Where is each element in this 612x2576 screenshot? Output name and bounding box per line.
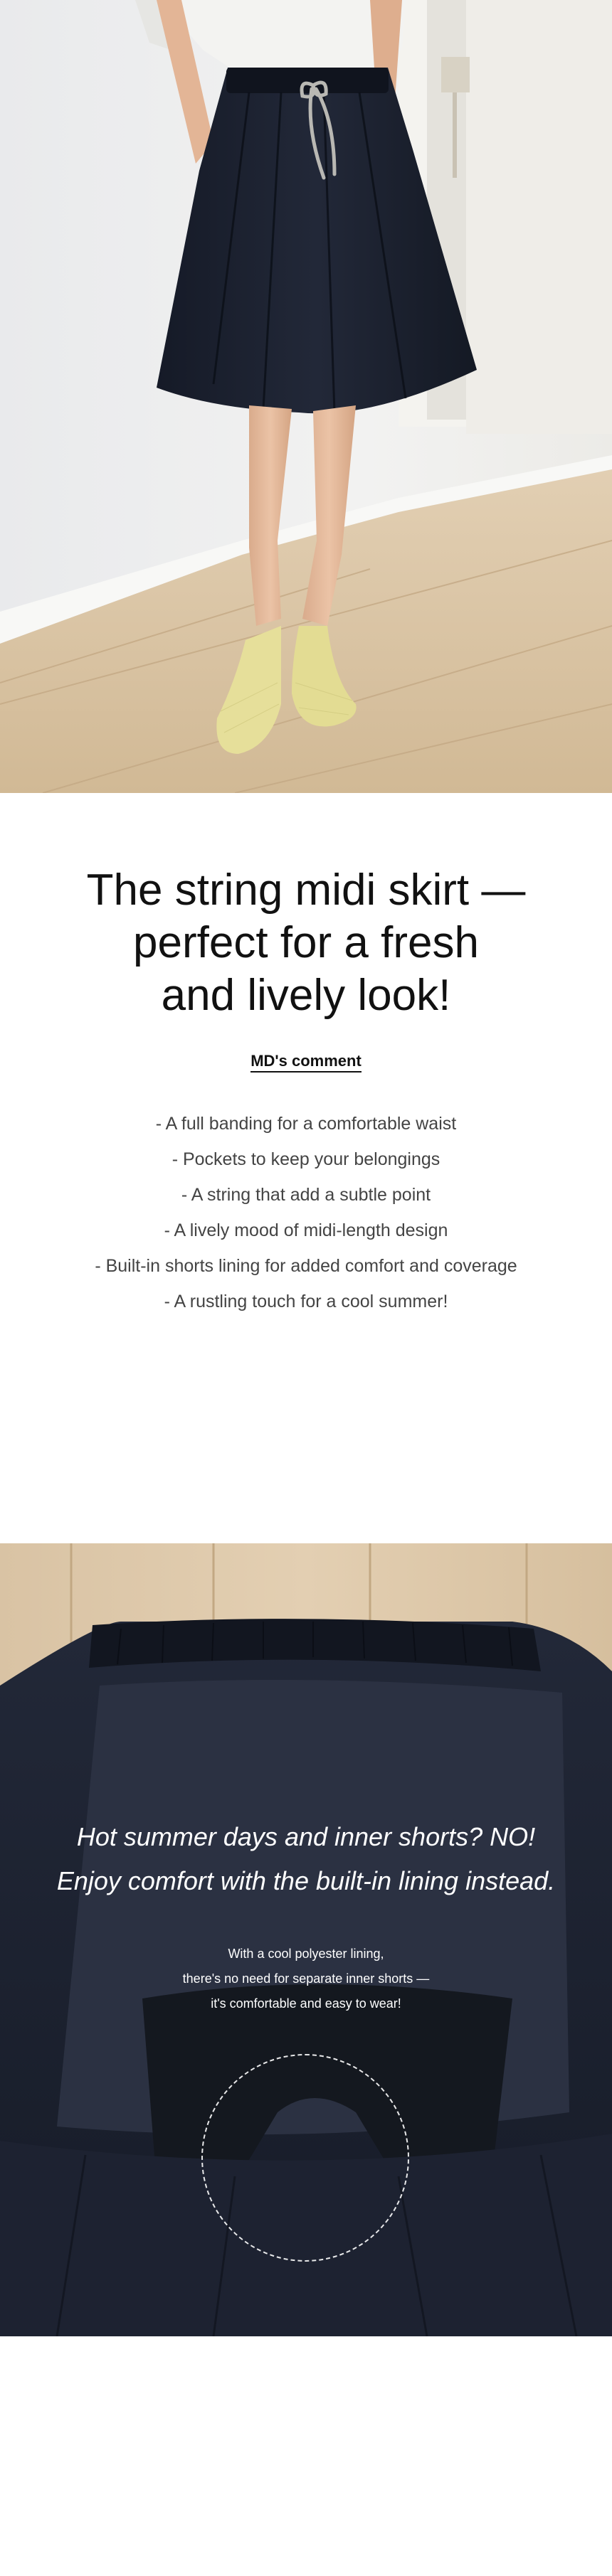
lining-description [0, 1942, 612, 2016]
product-intro-section [0, 793, 612, 1543]
feature-item: - Built-in shorts lining for added comfort and coverage [95, 1256, 517, 1276]
feature-item: - A lively mood of midi-length design [164, 1220, 448, 1240]
headline-line-3: and lively look! [161, 971, 451, 1020]
feature-list [0, 1106, 612, 1319]
headline-line-1: The string midi skirt — [86, 866, 526, 915]
md-comment-label: MD's comment [0, 1052, 612, 1070]
lining-detail-section [0, 1543, 612, 2336]
lining-description-line-3: it's comfortable and easy to wear! [211, 1996, 401, 2011]
lining-description-line-1: With a cool polyester lining, [228, 1947, 384, 1961]
feature-item: - A rustling touch for a cool summer! [164, 1292, 448, 1311]
lining-heading-line-1: Hot summer days and inner shorts? NO! [76, 1822, 536, 1851]
product-photo-model [0, 0, 612, 793]
headline [0, 864, 612, 1022]
headline-line-2: perfect for a fresh [133, 918, 479, 967]
lining-description-line-2: there's no need for separate inner shorts — [182, 1971, 430, 1986]
feature-item: - A full banding for a comfortable waist [155, 1114, 457, 1134]
bottom-spacer [0, 2336, 612, 2576]
model-skirt-illustration [0, 0, 612, 793]
feature-item: - A string that add a subtle point [181, 1185, 431, 1205]
lining-heading-line-2: Enjoy comfort with the built-in lining instead. [56, 1866, 556, 1895]
feature-item: - Pockets to keep your belongings [172, 1149, 440, 1169]
lining-heading [0, 1815, 612, 1903]
detail-highlight-circle [201, 2054, 409, 2262]
